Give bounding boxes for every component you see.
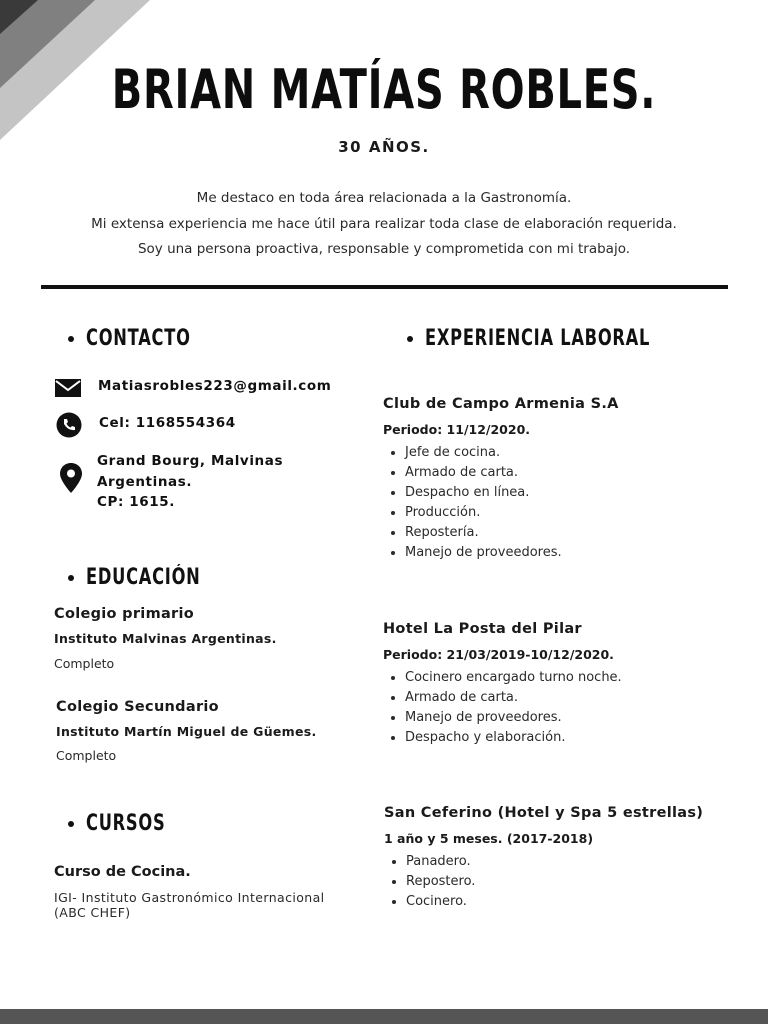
contact-address-row bbox=[57, 451, 283, 513]
bullet-icon bbox=[68, 821, 74, 827]
job-task: Manejo de proveedores. bbox=[383, 708, 622, 728]
bullet-icon bbox=[68, 336, 74, 342]
course-title: Curso de Cocina. bbox=[54, 864, 191, 880]
footer-bar bbox=[0, 1009, 768, 1024]
education-institution: Instituto Martín Miguel de Güemes. bbox=[56, 724, 317, 739]
address-line: Argentinas. bbox=[97, 473, 193, 490]
candidate-age: 30 AÑOS. bbox=[338, 138, 430, 156]
experience-heading bbox=[407, 326, 729, 351]
phone-text: Cel: 1168554364 bbox=[99, 415, 236, 431]
candidate-name: BRIAN MATÍAS ROBLES. bbox=[111, 58, 657, 121]
job-task: Despacho y elaboración. bbox=[383, 728, 622, 748]
education-heading bbox=[68, 565, 241, 590]
job-task: Despacho en línea. bbox=[383, 483, 619, 503]
job-task: Repostero. bbox=[384, 872, 703, 892]
job-entry bbox=[383, 621, 622, 748]
location-pin-icon bbox=[57, 463, 85, 493]
profile-summary bbox=[0, 186, 768, 263]
contact-phone-row bbox=[55, 412, 236, 438]
bullet-icon bbox=[407, 336, 413, 342]
job-period: Periodo: 21/03/2019-10/12/2020. bbox=[383, 647, 614, 662]
job-period: Periodo: 11/12/2020. bbox=[383, 422, 531, 437]
job-task-list bbox=[383, 668, 622, 748]
education-title: Colegio Secundario bbox=[56, 699, 219, 715]
courses-heading-text: CURSOS bbox=[86, 811, 166, 836]
job-company: Hotel La Posta del Pilar bbox=[383, 621, 582, 637]
course-institution: IGI- Instituto Gastronómico Internacional (ABC CHEF) bbox=[54, 890, 325, 920]
address-line: CP: 1615. bbox=[97, 494, 176, 510]
job-company: Club de Campo Armenia S.A bbox=[383, 396, 619, 412]
job-task-list bbox=[384, 852, 703, 912]
bullet-icon bbox=[68, 575, 74, 581]
address-text bbox=[97, 451, 283, 513]
education-status: Completo bbox=[56, 748, 117, 763]
job-task: Cocinero encargado turno noche. bbox=[383, 668, 622, 688]
courses-heading bbox=[68, 811, 193, 836]
job-task: Producción. bbox=[383, 503, 619, 523]
summary-line: Mi extensa experiencia me hace útil para realizar toda clase de elaboración requerida. bbox=[91, 215, 677, 232]
education-institution: Instituto Malvinas Argentinas. bbox=[54, 631, 277, 646]
job-entry bbox=[383, 396, 619, 563]
header-divider bbox=[41, 285, 728, 289]
job-task: Armado de carta. bbox=[383, 463, 619, 483]
contact-email-row bbox=[54, 378, 331, 398]
summary-line: Soy una persona proactiva, responsable y comprometida con mi trabajo. bbox=[137, 241, 631, 257]
job-task: Repostería. bbox=[383, 523, 619, 543]
education-heading-text: EDUCACIÓN bbox=[86, 565, 201, 590]
contact-heading bbox=[68, 326, 227, 351]
job-task: Manejo de proveedores. bbox=[383, 543, 619, 563]
job-entry bbox=[384, 805, 703, 912]
job-period: 1 año y 5 meses. (2017-2018) bbox=[384, 831, 594, 846]
email-text: Matiasrobles223@gmail.com bbox=[98, 378, 332, 394]
summary-line: Me destaco en toda área relacionada a la Gastronomía. bbox=[196, 190, 572, 206]
job-company: San Ceferino (Hotel y Spa 5 estrellas) bbox=[384, 805, 704, 821]
education-status: Completo bbox=[54, 656, 115, 671]
job-task: Jefe de cocina. bbox=[383, 443, 619, 463]
job-task: Panadero. bbox=[384, 852, 703, 872]
job-task: Cocinero. bbox=[384, 892, 703, 912]
envelope-icon bbox=[54, 378, 82, 398]
phone-icon bbox=[55, 412, 83, 438]
experience-heading-text: EXPERIENCIA LABORAL bbox=[425, 326, 651, 351]
contact-heading-text: CONTACTO bbox=[86, 326, 191, 351]
job-task-list bbox=[383, 443, 619, 563]
education-title: Colegio primario bbox=[54, 606, 195, 622]
job-task: Armado de carta. bbox=[383, 688, 622, 708]
address-line: Grand Bourg, Malvinas bbox=[97, 453, 284, 469]
